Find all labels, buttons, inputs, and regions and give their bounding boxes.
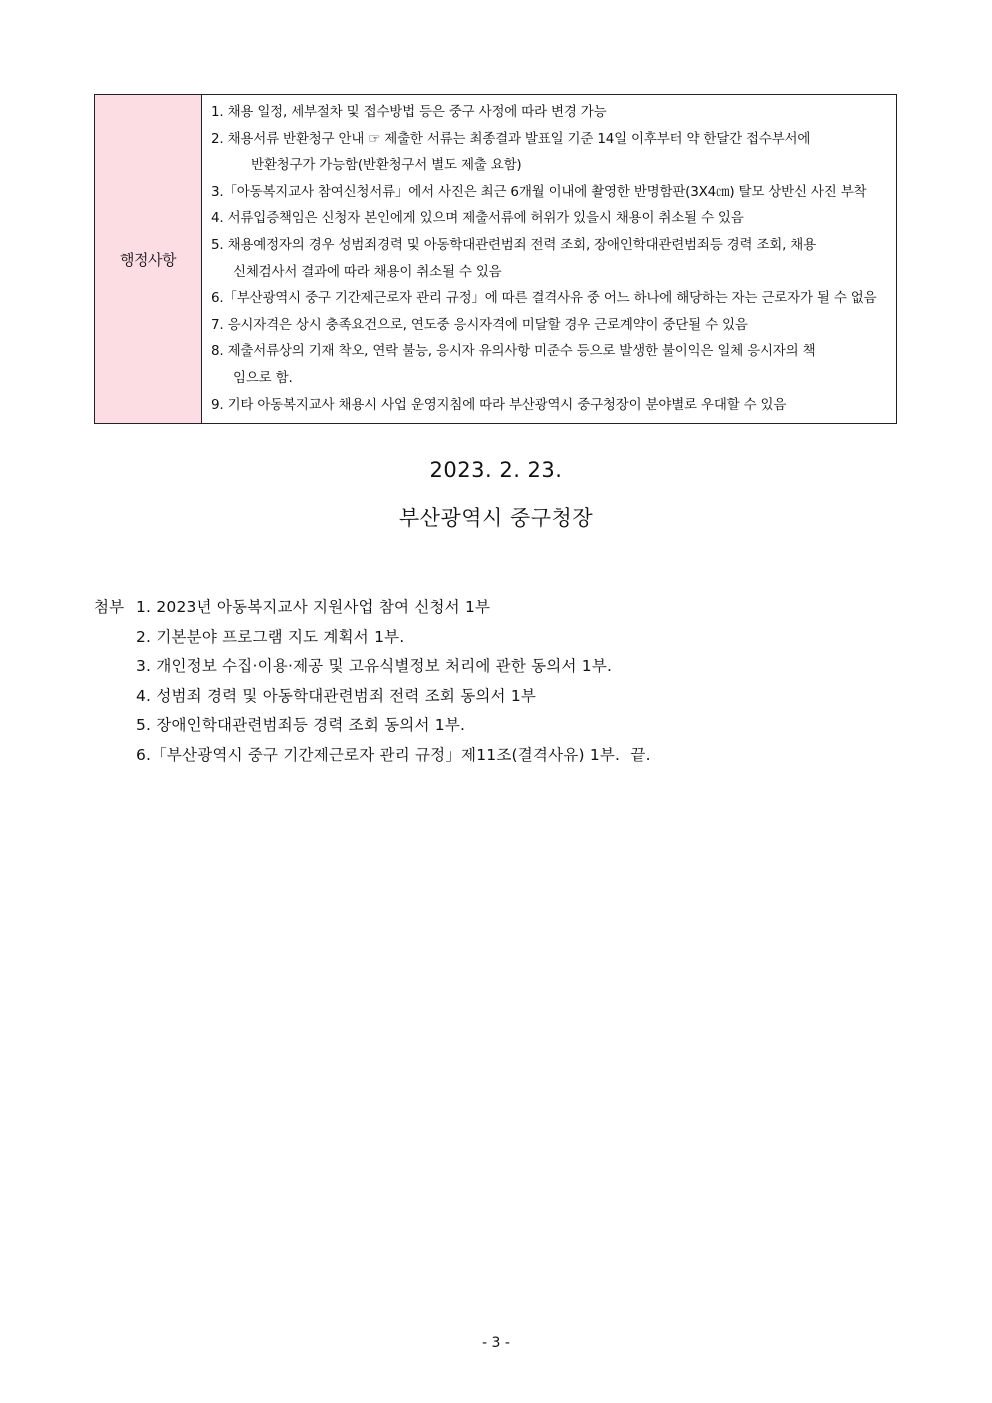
admin-notice-table (94, 94, 897, 424)
notice-item-8-line-1: 8. 제출서류상의 기재 착오, 연락 불능, 응시자 유의사항 미준수 등으로 발생한 불이익은 일체 응시자의 책 (211, 343, 816, 360)
notice-item-6 (211, 285, 888, 312)
attachment-item-4: 4. 성범죄 경력 및 아동학대관련범죄 전력 조회 동의서 1부 (136, 686, 537, 705)
notice-item-2 (211, 126, 888, 179)
document-date: 2023. 2. 23. (429, 458, 563, 482)
notice-item-5-line-2: 신체검사서 결과에 따라 채용이 취소될 수 있음 (233, 263, 502, 280)
notice-item-6-line-1: 6.「부산광역시 중구 기간제근로자 관리 규정」에 따른 결격사유 중 어느 하나에 해당하는 자는 근로자가 될 수 없음 (211, 290, 877, 307)
notice-item-2-line-1: 2. 채용서류 반환청구 안내 ☞ 제출한 서류는 최종결과 발표일 기준 14일 이후부터 약 한달간 접수부서에 (211, 130, 811, 147)
notice-item-3-line-1: 3.「아동복지교사 참여신청서류」에서 사진은 최근 6개월 이내에 촬영한 반명함판(3X4㎝) 탈모 상반신 사진 부착 (211, 183, 867, 200)
attachments-label: 첨부 (94, 598, 125, 616)
attachments-section (94, 593, 894, 770)
notice-item-5 (211, 232, 888, 285)
issuer-name: 부산광역시 중구청장 (398, 506, 594, 530)
attachment-text: 1. 2023년 아동복지교사 지원사업 참여 신청서 1부 (136, 598, 491, 616)
notice-item-9 (211, 392, 888, 419)
notice-item-1 (211, 99, 888, 126)
notice-item-3 (211, 179, 888, 206)
notice-item-8-line-2: 임으로 함. (233, 369, 293, 386)
admin-notice-label: 행정사항 (95, 95, 202, 424)
notice-item-8 (211, 338, 888, 391)
notice-item-4-line-1: 4. 서류입증책임은 신청자 본인에게 있으며 제출서류에 허위가 있을시 채용이 취소될 수 있음 (211, 210, 744, 227)
page-number: - 3 - (482, 1335, 510, 1351)
admin-notice-content (202, 95, 897, 424)
notice-item-4 (211, 205, 888, 232)
attachment-item-5: 5. 장애인학대관련범죄등 경력 조회 동의서 1부. (136, 716, 466, 734)
notice-item-2-line-2: 반환청구가 가능함(반환청구서 별도 제출 요함) (251, 157, 522, 174)
notice-item-9-line-1: 9. 기타 아동복지교사 채용시 사업 운영지침에 따라 부산광역시 중구청장이 분야별로 우대할 수 있음 (211, 396, 787, 413)
notice-item-5-line-1: 5. 채용예정자의 경우 성범죄경력 및 아동학대관련범죄 전력 조회, 장애인학대관련범죄등 경력 조회, 채용 (211, 236, 816, 253)
notice-item-7 (211, 312, 888, 339)
attachment-item-3: 3. 개인정보 수집·이용·제공 및 고유식별정보 처리에 관한 동의서 1부. (136, 657, 613, 675)
attachment-item-2: 2. 기본분야 프로그램 지도 계획서 1부. (136, 627, 405, 646)
attachment-item-1 (94, 593, 894, 623)
notice-item-1-line-1: 1. 채용 일정, 세부절차 및 접수방법 등은 중구 사정에 따라 변경 가능 (211, 104, 607, 120)
attachment-item-6: 6.「부산광역시 중구 기간제근로자 관리 규정」제11조(결격사유) 1부. 끝. (136, 745, 651, 764)
notice-item-7-line-1: 7. 응시자격은 상시 충족요건으로, 연도중 응시자격에 미달할 경우 근로계약이 중단될 수 있음 (211, 316, 748, 333)
